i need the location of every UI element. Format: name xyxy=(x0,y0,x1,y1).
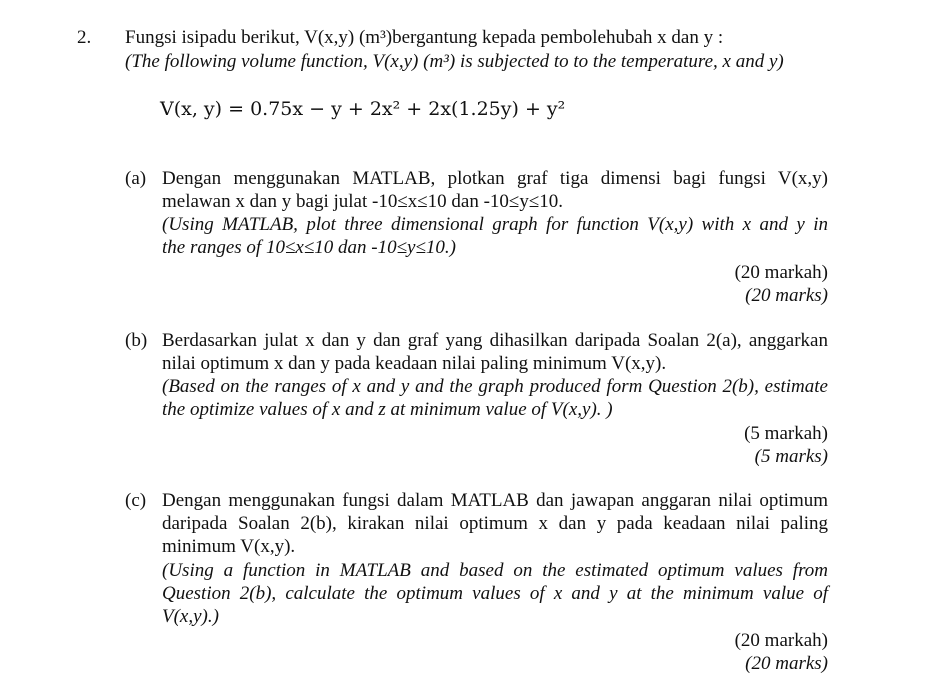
part-b-marks-malay: (5 markah) xyxy=(744,423,828,444)
part-b-label: (b) xyxy=(125,330,148,351)
part-a-malay-line-2: melawan x dan y bagi julat -10≤x≤10 dan -10≤y≤10. xyxy=(162,191,564,212)
part-b-malay-line-2: nilai optimum x dan y pada keadaan nilai paling minimum V(x,y). xyxy=(162,353,667,374)
part-a-english-line-2: the ranges of 10≤x≤10 dan -10≤y≤10.) xyxy=(162,237,456,258)
part-a-marks-english: (20 marks) xyxy=(745,285,828,306)
part-b-english-line-2: the optimize values of x and z at minimum value of V(x,y). ) xyxy=(162,399,613,420)
part-b-english-line-1: (Based on the ranges of x and y and the graph produced form Question 2(b), estimate xyxy=(162,376,828,397)
part-a-label: (a) xyxy=(125,168,147,189)
part-c-marks-malay: (20 markah) xyxy=(734,630,828,651)
part-a-english-line-1: (Using MATLAB, plot three dimensional graph for function V(x,y) with x and y in xyxy=(162,214,828,235)
part-c-english-line-1: (Using a function in MATLAB and based on the estimated optimum values from xyxy=(162,560,828,581)
volume-equation: V(x, y) = 0.75x − y + 2x² + 2x(1.25y) + y² xyxy=(160,98,566,120)
part-c-english-line-2: Question 2(b), calculate the optimum values of x and y at the minimum value of xyxy=(162,583,828,604)
part-c-english-line-3: V(x,y).) xyxy=(162,606,219,627)
part-b-marks-english: (5 marks) xyxy=(754,446,828,467)
question-intro-english: (The following volume function, V(x,y) (m³) is subjected to to the temperature, x and y) xyxy=(125,51,784,72)
part-c-marks-english: (20 marks) xyxy=(745,653,828,674)
question-intro-malay: Fungsi isipadu berikut, V(x,y) (m³)bergantung kepada pembolehubah x dan y : xyxy=(125,27,724,48)
part-b-malay-line-1: Berdasarkan julat x dan y dan graf yang dihasilkan daripada Soalan 2(a), anggarkan xyxy=(162,330,828,351)
part-c-label: (c) xyxy=(125,490,147,511)
part-c-malay-line-3: minimum V(x,y). xyxy=(162,536,296,557)
part-a-malay-line-1: Dengan menggunakan MATLAB, plotkan graf tiga dimensi bagi fungsi V(x,y) xyxy=(162,168,828,189)
question-number: 2. xyxy=(77,27,92,48)
part-c-malay-line-2: daripada Soalan 2(b), kirakan nilai optimum x dan y pada keadaan nilai paling xyxy=(162,513,828,534)
part-a-marks-malay: (20 markah) xyxy=(734,262,828,283)
part-c-malay-line-1: Dengan menggunakan fungsi dalam MATLAB dan jawapan anggaran nilai optimum xyxy=(162,490,828,511)
